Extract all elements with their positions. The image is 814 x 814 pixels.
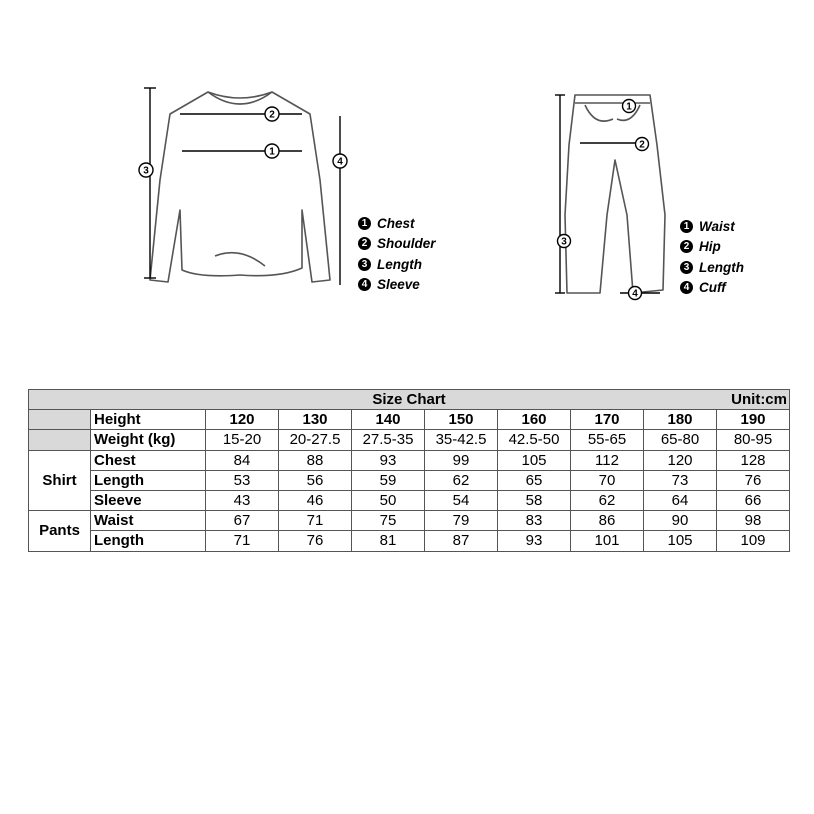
- badge-1-text: 1: [269, 146, 275, 158]
- weight-row: [29, 430, 790, 450]
- table-cell: 53: [206, 470, 279, 490]
- shirt-legend-item: [358, 234, 436, 255]
- legend-label: Length: [699, 259, 744, 275]
- pants-legend-item: [680, 216, 744, 237]
- weight-cell: 27.5-35: [352, 430, 425, 450]
- table-cell: 62: [571, 490, 644, 510]
- shirt-length-row: [29, 470, 790, 490]
- blank-cell: [29, 410, 91, 430]
- size-chart-table: [28, 389, 790, 552]
- table-cell: 93: [498, 531, 571, 551]
- badge-2: [265, 107, 279, 121]
- table-cell: 65: [498, 470, 571, 490]
- badge-1: [265, 144, 279, 158]
- legend-number-icon: 2: [680, 240, 693, 253]
- table-title: Size Chart: [372, 391, 446, 409]
- weight-cell: 42.5-50: [498, 430, 571, 450]
- pants-legend-item: [680, 278, 744, 299]
- table-cell: 76: [279, 531, 352, 551]
- table-cell: 90: [644, 511, 717, 531]
- table-cell: 43: [206, 490, 279, 510]
- table-cell: 83: [498, 511, 571, 531]
- legend-label: Shoulder: [377, 236, 436, 252]
- weight-cell: 35-42.5: [425, 430, 498, 450]
- table-title-cell: [29, 390, 790, 410]
- height-row: [29, 410, 790, 430]
- table-cell: 67: [206, 511, 279, 531]
- row-label: Chest: [91, 450, 206, 470]
- pants-length-row: [29, 531, 790, 551]
- table-cell: 54: [425, 490, 498, 510]
- height-label: Height: [91, 410, 206, 430]
- row-label: Length: [91, 531, 206, 551]
- table-cell: 112: [571, 450, 644, 470]
- legend-label: Length: [377, 256, 422, 272]
- shirt-legend-item: [358, 275, 436, 296]
- shirt-legend: [358, 213, 436, 295]
- shirt-sleeve-row: [29, 490, 790, 510]
- shirt-group-label: Shirt: [29, 450, 91, 511]
- legend-number-icon: 1: [358, 217, 371, 230]
- pants-legend: [680, 216, 744, 298]
- table-cell: 128: [717, 450, 790, 470]
- table-cell: 79: [425, 511, 498, 531]
- pants-badge-4-text: 4: [632, 288, 638, 300]
- legend-number-icon: 4: [358, 278, 371, 291]
- height-cell: 190: [717, 410, 790, 430]
- table-cell: 71: [206, 531, 279, 551]
- table-cell: 88: [279, 450, 352, 470]
- legend-label: Cuff: [699, 280, 726, 296]
- table-cell: 101: [571, 531, 644, 551]
- legend-label: Chest: [377, 215, 415, 231]
- row-label: Waist: [91, 511, 206, 531]
- badge-4-text: 4: [337, 156, 343, 168]
- row-label: Length: [91, 470, 206, 490]
- table-cell: 105: [498, 450, 571, 470]
- pants-badge-3: [558, 235, 571, 248]
- height-cell: 160: [498, 410, 571, 430]
- pants-outline: [565, 95, 665, 293]
- weight-cell: 55-65: [571, 430, 644, 450]
- legend-number-icon: 2: [358, 237, 371, 250]
- pants-legend-item: [680, 257, 744, 278]
- shirt-legend-item: [358, 254, 436, 275]
- table-cell: 62: [425, 470, 498, 490]
- weight-cell: 20-27.5: [279, 430, 352, 450]
- badge-3-text: 3: [143, 165, 149, 177]
- table-cell: 105: [644, 531, 717, 551]
- unit-label: Unit:cm: [731, 391, 787, 408]
- weight-label: Weight (kg): [91, 430, 206, 450]
- table-cell: 81: [352, 531, 425, 551]
- height-cell: 130: [279, 410, 352, 430]
- table-cell: 84: [206, 450, 279, 470]
- shirt-chest-row: [29, 450, 790, 470]
- table-cell: 76: [717, 470, 790, 490]
- pants-badge-1-text: 1: [626, 101, 632, 113]
- table-cell: 58: [498, 490, 571, 510]
- legend-label: Waist: [699, 218, 735, 234]
- legend-label: Hip: [699, 239, 721, 255]
- weight-cell: 15-20: [206, 430, 279, 450]
- blank-cell: [29, 430, 91, 450]
- pants-badge-1: [623, 100, 636, 113]
- table-cell: 71: [279, 511, 352, 531]
- legend-number-icon: 1: [680, 220, 693, 233]
- legend-number-icon: 3: [358, 258, 371, 271]
- table-cell: 86: [571, 511, 644, 531]
- title-row: [29, 390, 790, 410]
- table-cell: 87: [425, 531, 498, 551]
- table-cell: 66: [717, 490, 790, 510]
- table-cell: 75: [352, 511, 425, 531]
- table-cell: 64: [644, 490, 717, 510]
- table-cell: 56: [279, 470, 352, 490]
- weight-cell: 80-95: [717, 430, 790, 450]
- pants-badge-2-text: 2: [639, 139, 645, 151]
- height-cell: 120: [206, 410, 279, 430]
- table-cell: 46: [279, 490, 352, 510]
- table-cell: 70: [571, 470, 644, 490]
- legend-number-icon: 3: [680, 261, 693, 274]
- pants-legend-item: [680, 237, 744, 258]
- height-cell: 140: [352, 410, 425, 430]
- row-label: Sleeve: [91, 490, 206, 510]
- badge-2-text: 2: [269, 109, 275, 121]
- height-cell: 170: [571, 410, 644, 430]
- pants-waist-row: [29, 511, 790, 531]
- pants-group-label: Pants: [29, 511, 91, 551]
- pants-badge-3-text: 3: [561, 236, 567, 248]
- table-cell: 59: [352, 470, 425, 490]
- table-cell: 93: [352, 450, 425, 470]
- pants-badge-2: [636, 138, 649, 151]
- shirt-diagram: [120, 70, 360, 320]
- pants-diagram: [545, 75, 675, 305]
- height-cell: 150: [425, 410, 498, 430]
- legend-label: Sleeve: [377, 277, 420, 293]
- badge-3: [139, 163, 153, 177]
- table-cell: 50: [352, 490, 425, 510]
- table-cell: 99: [425, 450, 498, 470]
- badge-4: [333, 154, 347, 168]
- table-cell: 109: [717, 531, 790, 551]
- table-cell: 73: [644, 470, 717, 490]
- table-cell: 120: [644, 450, 717, 470]
- pants-badge-4: [629, 287, 642, 300]
- legend-number-icon: 4: [680, 281, 693, 294]
- weight-cell: 65-80: [644, 430, 717, 450]
- shirt-legend-item: [358, 213, 436, 234]
- table-cell: 98: [717, 511, 790, 531]
- height-cell: 180: [644, 410, 717, 430]
